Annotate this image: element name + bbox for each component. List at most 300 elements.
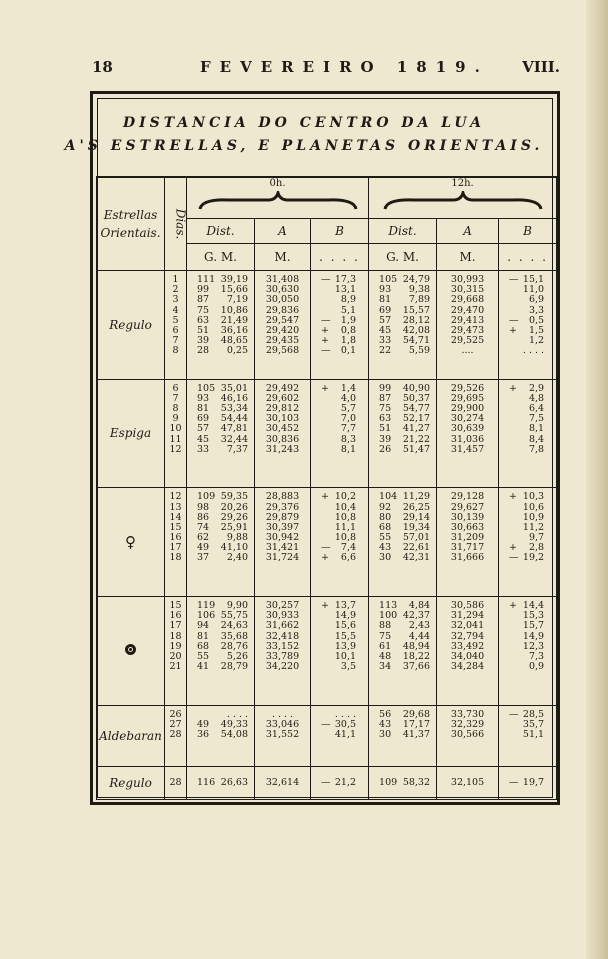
value-part: 7,89 — [408, 294, 431, 306]
value: 31,724 — [265, 552, 300, 564]
value-part: 36,16 — [220, 324, 248, 336]
value: 1 — [172, 274, 179, 285]
value-part: + — [321, 382, 329, 394]
value: 27 — [169, 718, 182, 730]
value-pair — [499, 553, 556, 563]
value-pair — [311, 404, 368, 414]
value-part: 11,0 — [522, 284, 545, 296]
value: 16 — [169, 610, 182, 622]
value: 30,663 — [450, 521, 485, 533]
value-part: 30,5 — [334, 718, 357, 730]
value-part: 2,9 — [528, 382, 545, 394]
value: 33,730 — [450, 708, 485, 720]
value-pair — [311, 662, 368, 672]
value: 7 — [172, 392, 179, 404]
value-part: 9,88 — [226, 532, 248, 544]
value-part: 93 — [197, 392, 210, 404]
unit-m: M. — [255, 244, 311, 271]
value: 17 — [169, 620, 182, 632]
value-part: — — [321, 274, 331, 285]
value-part: 28,79 — [220, 661, 248, 673]
value-part: 62 — [197, 532, 210, 544]
value-part: 53,34 — [220, 403, 248, 415]
value-part: 92 — [379, 501, 392, 513]
value-part: — — [321, 314, 331, 326]
value-part: 10,4 — [334, 501, 357, 513]
value: 29,695 — [450, 392, 485, 404]
value-part: 37 — [197, 552, 210, 564]
value: 18 — [169, 630, 182, 642]
value-part: + — [321, 491, 329, 503]
value-part: 81 — [379, 294, 392, 306]
b-0h-column — [311, 596, 369, 705]
value-part: + — [321, 552, 329, 564]
value-part: 43 — [379, 542, 392, 554]
value-part: — — [509, 552, 519, 564]
value-part: 48 — [379, 650, 392, 662]
value-part: 4,8 — [528, 392, 545, 404]
value-part: 49,33 — [220, 718, 248, 730]
a-12h-column — [437, 488, 499, 597]
value: 31,457 — [450, 443, 485, 455]
value: 29,547 — [265, 314, 300, 326]
value-part: 39 — [379, 433, 392, 445]
value-part: 51 — [197, 324, 210, 336]
value-part: 63 — [197, 314, 210, 326]
b-0h-column — [311, 705, 369, 767]
value-part: 32,44 — [220, 433, 248, 445]
brace-icon — [198, 191, 358, 211]
value: 29,526 — [450, 382, 485, 394]
value-part: 106 — [197, 610, 216, 622]
unit-gm: G. M. — [187, 244, 255, 271]
value-part: 51,1 — [522, 729, 545, 740]
value-part: 81 — [197, 630, 210, 642]
value-part: 11,2 — [522, 521, 545, 533]
value: 21 — [169, 661, 182, 673]
value-pair — [369, 730, 436, 740]
star-name: Espiga — [97, 379, 165, 488]
value: 30,274 — [450, 413, 485, 425]
value-part: 75 — [379, 403, 392, 415]
value-part: 30 — [379, 552, 392, 564]
value-part: 6,9 — [528, 294, 545, 306]
value-pair — [311, 435, 368, 445]
value: 30,836 — [265, 433, 300, 445]
value-pair — [311, 306, 368, 316]
value-part: 1,4 — [340, 382, 357, 394]
value: 14 — [169, 511, 182, 523]
value-part: 8,1 — [340, 443, 357, 455]
value-part: — — [321, 542, 331, 554]
value-part: 42,37 — [402, 610, 431, 622]
b-header: B — [499, 219, 557, 244]
a-0h-column — [255, 379, 311, 488]
value-part: 15,6 — [334, 620, 357, 632]
value-part: 14,4 — [522, 599, 545, 611]
a-0h-column — [255, 596, 311, 705]
value-part: 39,19 — [220, 274, 248, 285]
value-part: 29,26 — [220, 511, 248, 523]
value-part: 99 — [379, 382, 392, 394]
value-part: 9,7 — [528, 532, 545, 544]
value: 13 — [169, 501, 182, 513]
value-part: 24,63 — [220, 620, 248, 632]
value-pair — [499, 492, 556, 502]
value-part: 63 — [379, 413, 392, 425]
value-part: 109 — [197, 491, 216, 503]
month-year: FEVEREIRO 1819. — [200, 58, 489, 76]
value: 4 — [172, 304, 179, 316]
value: 30,586 — [450, 599, 485, 611]
value: 31,209 — [450, 532, 485, 544]
b-12h-column — [499, 596, 557, 705]
value: 28,883 — [265, 491, 300, 503]
value: 2 — [172, 284, 179, 296]
value-pair — [311, 553, 368, 563]
stars-header: Estrellas Orientais. — [97, 177, 165, 271]
dist-0h-column — [187, 379, 255, 488]
value-part: 22 — [379, 345, 392, 357]
value-part: 33 — [379, 335, 392, 347]
value-part: 8,4 — [528, 433, 545, 445]
value: 6 — [172, 324, 179, 336]
value-part: 105 — [197, 382, 216, 394]
page-number: 18 — [92, 58, 113, 76]
value-part: 56 — [379, 708, 392, 720]
value-part: 57,01 — [402, 532, 431, 544]
value-pair — [311, 652, 368, 662]
value: 34,284 — [450, 661, 485, 673]
value-part: . . . . — [522, 345, 545, 357]
value-part: 86 — [197, 511, 210, 523]
value-part: 68 — [379, 521, 392, 533]
value-part: 22,61 — [402, 542, 431, 554]
value-part: 94 — [197, 620, 210, 632]
value: 29,420 — [265, 324, 300, 336]
value-part: 0,25 — [226, 345, 248, 357]
value: 6 — [172, 382, 179, 394]
star-name: Aldebaran — [97, 705, 165, 767]
value-part: + — [321, 324, 329, 336]
value-part: 42,08 — [402, 324, 431, 336]
value-part: 24,79 — [402, 274, 431, 285]
dist-12h-column — [369, 488, 437, 597]
value: 15 — [169, 521, 182, 533]
a-12h-column — [437, 271, 499, 380]
value-part: 4,44 — [408, 630, 431, 642]
value-pair — [369, 553, 436, 563]
value-part: 54,71 — [402, 335, 431, 347]
dist-header: Dist. — [187, 219, 255, 244]
value-part: + — [509, 599, 517, 611]
value: 30,397 — [265, 521, 300, 533]
value: 33,789 — [265, 650, 300, 662]
value-part: 57 — [197, 423, 210, 435]
days-column — [165, 705, 187, 767]
value-pair — [499, 621, 556, 631]
value-part: — — [321, 718, 331, 730]
value-part: 28,12 — [402, 314, 431, 326]
value-part: 46,16 — [220, 392, 248, 404]
value-part: 43 — [379, 718, 392, 730]
value-part: 20,26 — [220, 501, 248, 513]
value-part: + — [321, 599, 329, 611]
value-part: 17,17 — [402, 718, 431, 730]
value-part: 3,5 — [340, 661, 357, 673]
value-pair — [499, 346, 556, 356]
value-part: + — [509, 382, 517, 394]
value-part: 5,26 — [226, 650, 248, 662]
value-part: 33 — [197, 443, 210, 455]
value-part: 36 — [197, 729, 210, 740]
value-part: 68 — [197, 640, 210, 652]
value-pair — [187, 346, 254, 356]
value-part: 59,35 — [220, 491, 248, 503]
value-pair — [187, 492, 254, 502]
value-part: 75 — [197, 304, 210, 316]
value-part: 51,47 — [402, 443, 431, 455]
value-pair — [499, 642, 556, 652]
value: 29,470 — [450, 304, 485, 316]
value-part: 6,4 — [528, 403, 545, 415]
value-part: 55 — [379, 532, 392, 544]
value-part: 105 — [379, 274, 398, 285]
value: 30,566 — [450, 729, 485, 740]
b-0h-column — [311, 271, 369, 380]
a-12h-column — [437, 705, 499, 767]
value-part: 4,84 — [408, 599, 431, 611]
value-part: — — [509, 708, 519, 720]
value-part: 28 — [197, 345, 210, 357]
dist-12h-column — [369, 596, 437, 705]
value-part: 39 — [197, 335, 210, 347]
value: 5 — [172, 314, 179, 326]
value-part: 54,08 — [220, 729, 248, 740]
value-part: 10,3 — [522, 491, 545, 503]
value-part: 34 — [379, 661, 392, 673]
value-part: 10,2 — [334, 491, 357, 503]
value-pair — [499, 306, 556, 316]
value-part: 119 — [197, 599, 216, 611]
value-part: 29,68 — [402, 708, 431, 720]
value: 29,668 — [450, 294, 485, 306]
dist-12h-column — [369, 705, 437, 767]
value-part: 19,2 — [522, 552, 545, 564]
value: 31,717 — [450, 542, 485, 554]
value: 26 — [169, 708, 182, 720]
value-pair — [499, 414, 556, 424]
value-part: 11,1 — [334, 521, 357, 533]
value: 31,294 — [450, 610, 485, 622]
value-part: 2,8 — [528, 542, 545, 554]
value: 30,315 — [450, 284, 485, 296]
value: 20 — [169, 650, 182, 662]
value: 11 — [169, 433, 182, 445]
days-column — [165, 379, 187, 488]
value-part: 15,3 — [522, 610, 545, 622]
value-part: 50,37 — [402, 392, 431, 404]
value-part: 57 — [379, 314, 392, 326]
value-part: 55 — [197, 650, 210, 662]
value-part: 45 — [197, 433, 210, 445]
value: 19 — [169, 640, 182, 652]
a-0h-column: 32,614 — [255, 767, 311, 800]
value-part: 10,9 — [522, 511, 545, 523]
value-part: 8,9 — [340, 294, 357, 306]
value-part: 55,75 — [220, 610, 248, 622]
value-part: 30 — [379, 729, 392, 740]
value: 30,933 — [265, 610, 300, 622]
value-part: 47,81 — [220, 423, 248, 435]
value-part: 19,34 — [402, 521, 431, 533]
value-part: 41,27 — [402, 423, 431, 435]
value: 17 — [169, 542, 182, 554]
value-pair — [311, 445, 368, 455]
dist-0h-column: 116 26,63 — [187, 767, 255, 800]
value: 31,421 — [265, 542, 300, 554]
value-part: 99 — [197, 284, 210, 296]
value-part: 12,3 — [522, 640, 545, 652]
value-pair — [499, 316, 556, 326]
value-part: 1,2 — [528, 335, 545, 347]
value-part: 15,57 — [402, 304, 431, 316]
value-part: 25,91 — [220, 521, 248, 533]
a-12h-column — [437, 596, 499, 705]
value: 31,662 — [265, 620, 300, 632]
value-part: 7,7 — [340, 423, 357, 435]
value-part: — — [321, 345, 331, 357]
value-pair — [311, 621, 368, 631]
value: 29,568 — [265, 345, 300, 357]
value-part: 49 — [197, 542, 210, 554]
hour-12-header: 12h. — [369, 177, 557, 219]
value-part: 87 — [197, 294, 210, 306]
value-pair — [369, 445, 436, 455]
value-part: 54,77 — [402, 403, 431, 415]
value-part: 10,8 — [334, 532, 357, 544]
value: 31,036 — [450, 433, 485, 445]
value: 29,376 — [265, 501, 300, 513]
value: 29,525 — [450, 335, 485, 347]
value-pair — [499, 533, 556, 543]
value-part: 49 — [197, 718, 210, 730]
value-part: 13,9 — [334, 640, 357, 652]
value-part: 9,90 — [226, 599, 248, 611]
value-part: + — [509, 542, 517, 554]
value-pair — [499, 295, 556, 305]
value: 32,329 — [450, 718, 485, 730]
value-pair — [369, 346, 436, 356]
value-pair — [311, 394, 368, 404]
value-pair — [187, 553, 254, 563]
section-number: VIII. — [522, 58, 560, 76]
value-pair — [369, 492, 436, 502]
sun-icon — [97, 596, 165, 705]
venus-icon: ♀ — [125, 533, 136, 552]
value-part: 10,8 — [334, 511, 357, 523]
value-pair — [311, 326, 368, 336]
value-pair — [187, 445, 254, 455]
value-part: 69 — [197, 413, 210, 425]
value: 16 — [169, 532, 182, 544]
value-pair — [499, 404, 556, 414]
value: 30,942 — [265, 532, 300, 544]
value-part: 7,4 — [340, 542, 357, 554]
running-header — [92, 56, 560, 80]
table-row — [97, 271, 557, 380]
value: 29,627 — [450, 501, 485, 513]
table-row — [97, 379, 557, 488]
value-part: 2,43 — [408, 620, 431, 632]
b-12h-column: — 19,7 — [499, 767, 557, 800]
value: 15 — [169, 599, 182, 611]
value-pair — [369, 662, 436, 672]
value-part: 0,5 — [528, 314, 545, 326]
value: 7 — [172, 335, 179, 347]
days-header: Dias. — [165, 177, 187, 271]
value-pair — [499, 445, 556, 455]
days-column: 28 — [165, 767, 187, 800]
value-part: 41,37 — [402, 729, 431, 740]
lunar-distance-table — [96, 176, 557, 800]
value-part: 7,5 — [528, 413, 545, 425]
value-part: 37,66 — [402, 661, 431, 673]
value: 32,794 — [450, 630, 485, 642]
value: 29,900 — [450, 403, 485, 415]
value-part: 51 — [379, 423, 392, 435]
value-pair — [369, 621, 436, 631]
value-part: 10,1 — [334, 650, 357, 662]
value-part: 48,94 — [402, 640, 431, 652]
value-part: 5,1 — [340, 304, 357, 316]
value-part: 10,86 — [220, 304, 248, 316]
value-part: + — [509, 324, 517, 336]
value-pair — [499, 326, 556, 336]
value-pair — [499, 662, 556, 672]
value-part: 15,1 — [522, 274, 545, 285]
value-pair — [311, 336, 368, 346]
value: 33,046 — [265, 718, 300, 730]
value: 12 — [169, 491, 182, 503]
value-pair — [311, 346, 368, 356]
sun-icon — [125, 644, 136, 655]
value-part: 113 — [379, 599, 398, 611]
days-column — [165, 488, 187, 597]
value-pair — [187, 730, 254, 740]
hour-0-header: 0h. — [187, 177, 369, 219]
unit-dots: . . . . — [499, 244, 557, 271]
unit-m: M. — [437, 244, 499, 271]
value-part: 74 — [197, 521, 210, 533]
days-column — [165, 271, 187, 380]
unit-dots: . . . . — [311, 244, 369, 271]
a-0h-column — [255, 488, 311, 597]
value-pair — [311, 285, 368, 295]
value-part: 35,01 — [220, 382, 248, 394]
value-pair — [187, 621, 254, 631]
value-part: 9,38 — [408, 284, 431, 296]
value-part: . . . . — [226, 708, 248, 720]
value-part: 61 — [379, 640, 392, 652]
value-part: 93 — [379, 284, 392, 296]
value-part: + — [509, 491, 517, 503]
value: 31,666 — [450, 552, 485, 564]
value-part: 1,8 — [340, 335, 357, 347]
b-12h-column — [499, 271, 557, 380]
dist-12h-column: 109 58,32 — [369, 767, 437, 800]
dist-0h-column — [187, 488, 255, 597]
